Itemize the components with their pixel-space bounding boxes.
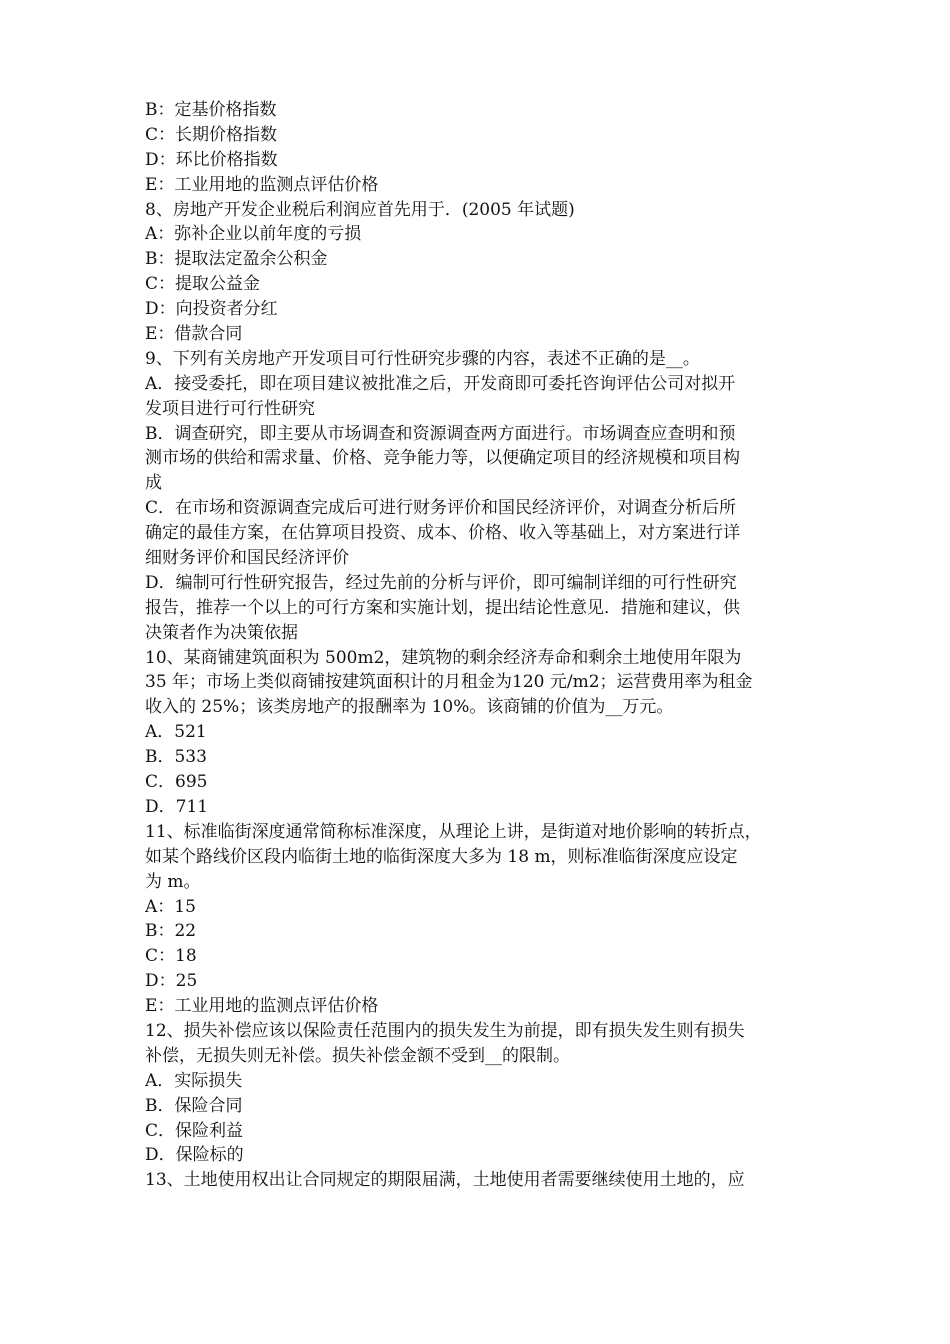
text-line: B．533 — [145, 747, 207, 768]
text-line: C．在市场和资源调查完成后可进行财务评价和国民经济评价，对调查分析后所 — [145, 498, 737, 519]
text-line: 发项目进行可行性研究 — [145, 398, 315, 419]
text-line: E：工业用地的监测点评估价格 — [145, 174, 379, 195]
document-body — [145, 98, 825, 1193]
text-line: E：借款合同 — [145, 324, 243, 345]
text-line: 12、损失补偿应该以保险责任范围内的损失发生为前提，即有损失发生则有损失 — [145, 1020, 745, 1041]
text-line: 细财务评价和国民经济评价 — [145, 548, 349, 569]
text-line: 13、土地使用权出让合同规定的期限届满，土地使用者需要继续使用土地的，应 — [145, 1170, 745, 1191]
text-line: 确定的最佳方案，在估算项目投资、成本、价格、收入等基础上，对方案进行详 — [145, 523, 740, 544]
text-line: B．保险合同 — [145, 1095, 243, 1116]
text-line: A．521 — [145, 722, 207, 743]
text-line: B：22 — [145, 921, 197, 942]
text-line: E：工业用地的监测点评估价格 — [145, 996, 379, 1017]
text-line: D．711 — [145, 796, 209, 817]
text-line: C．695 — [145, 772, 208, 793]
text-line: A：15 — [145, 896, 196, 917]
text-line: A．接受委托，即在项目建议被批准之后，开发商即可委托咨询评估公司对拟开 — [145, 373, 736, 394]
text-line: 8、房地产开发企业税后利润应首先用于．(2005 年试题) — [145, 199, 575, 220]
text-line: 收入的 25%；该类房地产的报酬率为 10%。该商铺的价值为__万元。 — [145, 697, 674, 718]
text-line: 11、标准临街深度通常简称标准深度，从理论上讲，是街道对地价影响的转折点， — [145, 821, 762, 842]
text-line: B：提取法定盈余公积金 — [145, 249, 328, 270]
text-line: A．实际损失 — [145, 1070, 243, 1091]
text-line: 成 — [145, 473, 162, 494]
text-line: 10、某商铺建筑面积为 500m2，建筑物的剩余经济寿命和剩余土地使用年限为 — [145, 647, 742, 668]
text-line: 如某个路线价区段内临街土地的临街深度大多为 18 m，则标准临街深度应设定 — [145, 846, 738, 867]
text-line: B：定基价格指数 — [145, 100, 277, 120]
text-line: C：提取公益金 — [145, 274, 261, 295]
text-line: 决策者作为决策依据 — [145, 622, 298, 643]
text-line: D．保险标的 — [145, 1145, 244, 1166]
text-line: D：25 — [145, 971, 198, 992]
text-line: 测市场的供给和需求量、价格、竞争能力等，以便确定项目的经济规模和项目构 — [145, 448, 740, 469]
text-line: D：向投资者分红 — [145, 299, 278, 320]
text-line: C：18 — [145, 946, 197, 967]
text-line: A：弥补企业以前年度的亏损 — [145, 224, 362, 245]
text-line: B．调查研究，即主要从市场调查和资源调查两方面进行。市场调查应查明和预 — [145, 423, 736, 444]
text-line: 为 m。 — [145, 871, 201, 892]
text-line: 补偿，无损失则无补偿。损失补偿金额不受到__的限制。 — [145, 1045, 570, 1066]
text-line: 9、下列有关房地产开发项目可行性研究步骤的内容，表述不正确的是__。 — [145, 348, 700, 369]
text-line: D：环比价格指数 — [145, 149, 278, 170]
text-line: D．编制可行性研究报告，经过先前的分析与评价，即可编制详细的可行性研究 — [145, 572, 737, 593]
text-line: C：长期价格指数 — [145, 124, 278, 145]
text-line: C．保险利益 — [145, 1120, 244, 1141]
text-line: 35 年；市场上类似商铺按建筑面积计的月租金为120 元/m2；运营费用率为租金 — [145, 672, 753, 693]
text-line: 报告，推荐一个以上的可行方案和实施计划，提出结论性意见．措施和建议，供 — [145, 597, 740, 618]
